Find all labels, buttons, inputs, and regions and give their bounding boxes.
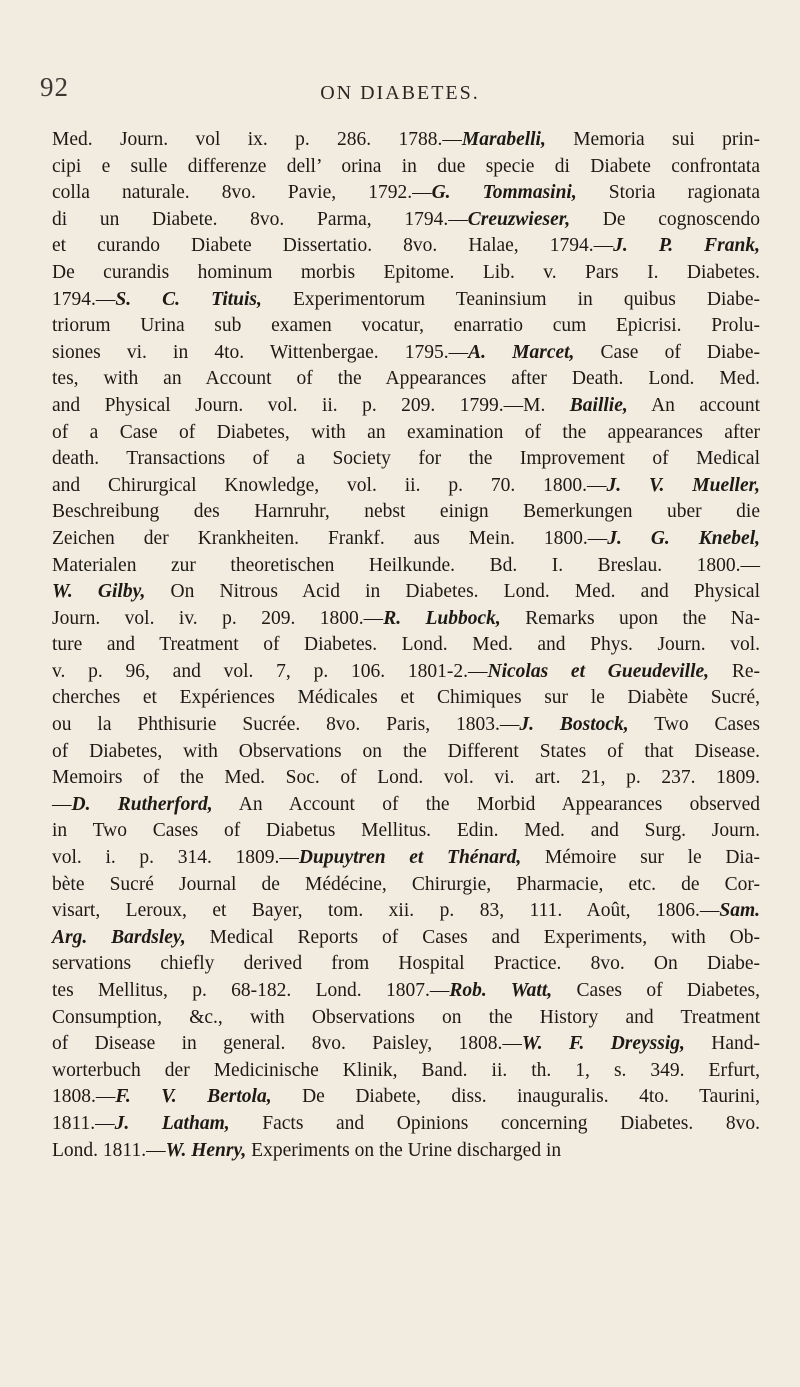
citation-text: An Account of the Morbid Appearances observed [212, 793, 760, 815]
author-name: D. Rutherford, [71, 793, 213, 815]
citation-text: Lond. 1811.— [52, 1139, 166, 1161]
text-line [52, 207, 760, 234]
text-line [52, 313, 760, 340]
citation-text: Journ. vol. iv. p. 209. 1800.— [52, 607, 384, 629]
citation-text: 1808.— [52, 1086, 116, 1108]
text-line [52, 845, 760, 872]
text-line [52, 712, 760, 739]
citation-text: Two Cases [628, 714, 761, 736]
text-line [52, 154, 760, 181]
author-name: Sam. [719, 900, 760, 922]
citation-text: bète Sucré Journal de Médécine, Chirurgie, Pharmacie, etc. de Cor- [52, 873, 760, 895]
text-line [52, 898, 760, 925]
author-name: J. Latham, [114, 1112, 230, 1134]
citation-text: Hand- [684, 1033, 760, 1055]
text-line [52, 978, 760, 1005]
citation-text: Remarks upon the Na- [500, 607, 761, 629]
citation-text: Experimentorum Teaninsium in quibus Diabe- [261, 288, 760, 310]
author-name: Creuzwieser, [467, 208, 571, 230]
text-line [52, 579, 760, 606]
citation-text: Beschreibung des Harnruhr, nebst einign Bemerkungen uber die [52, 501, 760, 523]
text-line [52, 393, 760, 420]
citation-text: De curandis hominum morbis Epitome. Lib. v. Pars I. Diabetes. [52, 261, 760, 283]
citation-text: colla naturale. 8vo. Pavie, 1792.— [52, 182, 432, 204]
citation-text: cherches et Expériences Médicales et Chimiques sur le Diabète Sucré, [52, 687, 760, 709]
citation-text: tes, with an Account of the Appearances after Death. Lond. Med. [52, 368, 760, 390]
citation-text: Mémoire sur le Dia- [521, 847, 760, 869]
text-line [52, 260, 760, 287]
author-name: R. Lubbock, [383, 607, 501, 629]
text-line [52, 499, 760, 526]
author-name: Rob. Watt, [449, 980, 553, 1001]
text-line [52, 340, 760, 367]
author-name: Baillie, [569, 394, 628, 416]
citation-text: and Chirurgical Knowledge, vol. ii. p. 70. 1800.— [52, 474, 607, 496]
citation-text: visart, Leroux, et Bayer, tom. xii. p. 83, 111. Août, 1806.— [52, 900, 720, 922]
citation-text: 1794.— [52, 288, 116, 310]
text-line [52, 180, 760, 207]
text-line [52, 925, 760, 952]
citation-text: ture and Treatment of Diabetes. Lond. Med. and Phys. Journ. vol. [52, 634, 760, 656]
citation-text: Re- [709, 660, 760, 682]
text-line [52, 872, 760, 899]
citation-text: siones vi. in 4to. Wittenbergae. 1795.— [52, 341, 469, 363]
text-line [52, 1084, 760, 1111]
author-name: A. Marcet, [468, 341, 575, 363]
citation-text: Facts and Opinions concerning Diabetes. 8vo. [229, 1112, 761, 1134]
text-line [52, 765, 760, 792]
running-title: ON DIABETES. [320, 82, 480, 104]
author-name: W. Henry, [165, 1139, 247, 1161]
author-name: F. V. Bertola, [115, 1086, 272, 1108]
author-name: Arg. Bardsley, [52, 926, 186, 948]
text-line [52, 553, 760, 580]
text-line [52, 951, 760, 978]
citation-text: of a Case of Diabetes, with an examination of the appearances after [52, 421, 760, 443]
citation-text: in Two Cases of Diabetus Mellitus. Edin. Med. and Surg. Journ. [52, 820, 760, 842]
citation-text: of Disease in general. 8vo. Paisley, 1808.— [52, 1033, 522, 1055]
text-line [52, 1031, 760, 1058]
text-line [52, 792, 760, 819]
page-number: 92 [40, 72, 69, 102]
citation-text: On Nitrous Acid in Diabetes. Lond. Med. and Physical [145, 581, 760, 603]
citation-text: Storia ragionata [576, 182, 760, 204]
text-line [52, 473, 760, 500]
citation-text: cipi e sulle differenze dell’ orina in due specie di Diabete confrontata [52, 155, 760, 177]
citation-text: Zeichen der Krankheiten. Frankf. aus Mein. 1800.— [52, 527, 608, 549]
text-line [52, 685, 760, 712]
text-line [52, 818, 760, 845]
text-line [52, 1111, 760, 1138]
citation-text: Consumption, &c., with Observations on the History and Treatment [52, 1006, 760, 1028]
citation-text: Medical Reports of Cases and Experiments, with Ob- [185, 926, 760, 948]
citation-text: death. Transactions of a Society for the Improvement of Medical [52, 448, 760, 470]
citation-text: De Diabete, diss. inauguralis. 4to. Taurini, [271, 1086, 760, 1108]
author-name: J. G. Knebel, [607, 527, 760, 549]
citation-text: vol. i. p. 314. 1809.— [52, 847, 299, 869]
citation-text: Memoria sui prin- [545, 129, 760, 150]
citation-text: An account [627, 394, 760, 416]
text-line [52, 287, 760, 314]
citation-text: and Physical Journ. vol. ii. p. 209. 1799.—M. [52, 394, 570, 416]
citation-text: v. p. 96, and vol. 7, p. 106. 1801-2.— [52, 660, 488, 682]
author-name: J. Bostock, [519, 714, 629, 736]
author-name: S. C. Tituis, [115, 288, 262, 310]
citation-text: Memoirs of the Med. Soc. of Lond. vol. vi. art. 21, p. 237. 1809. [52, 767, 760, 789]
citation-text: worterbuch der Medicinische Klinik, Band. ii. th. 1, s. 349. Erfurt, [52, 1059, 760, 1081]
text-line [52, 446, 760, 473]
citation-text: tes Mellitus, p. 68-182. Lond. 1807.— [52, 980, 450, 1001]
text-line [52, 366, 760, 393]
author-name: Marabelli, [461, 129, 546, 150]
citation-text: Cases of Diabetes, [552, 980, 760, 1001]
citation-text: Experiments on the Urine discharged in [246, 1139, 562, 1161]
author-name: G. Tommasini, [431, 182, 577, 204]
citation-text: of Diabetes, with Observations on the Different States of that Disease. [52, 740, 760, 762]
author-name: J. P. Frank, [613, 235, 760, 257]
author-name: J. V. Mueller, [606, 474, 760, 496]
author-name: Nicolas et Gueudeville, [487, 660, 710, 682]
author-name: W. F. Dreyssig, [521, 1033, 685, 1055]
text-line [52, 1005, 760, 1032]
text-line [52, 659, 760, 686]
citation-text: di un Diabete. 8vo. Parma, 1794.— [52, 208, 468, 230]
text-line [52, 420, 760, 447]
text-line [52, 739, 760, 766]
author-name: Dupuytren et Thénard, [298, 847, 522, 869]
text-line [52, 632, 760, 659]
text-line [52, 1138, 760, 1165]
citation-text: De cognoscendo [570, 208, 761, 230]
text-line [52, 233, 760, 260]
text-line [52, 127, 760, 154]
citation-text: — [52, 793, 72, 815]
text-line [52, 606, 760, 633]
citation-text: triorum Urina sub examen vocatur, enarratio cum Epicrisi. Prolu- [52, 315, 760, 337]
citation-text: 1811.— [52, 1112, 115, 1134]
bibliography-paragraph [52, 127, 760, 1164]
citation-text: servations chiefly derived from Hospital Practice. 8vo. On Diabe- [52, 953, 760, 975]
citation-text: Med. Journ. vol ix. p. 286. 1788.— [52, 129, 462, 150]
text-line [52, 526, 760, 553]
citation-text: et curando Diabete Dissertatio. 8vo. Halae, 1794.— [52, 235, 614, 257]
citation-text: Materialen zur theoretischen Heilkunde. Bd. I. Breslau. 1800.— [52, 554, 760, 576]
citation-text: Case of Diabe- [574, 341, 760, 363]
author-name: W. Gilby, [52, 581, 146, 603]
text-line [52, 1058, 760, 1085]
citation-text: ou la Phthisurie Sucrée. 8vo. Paris, 1803.— [52, 714, 520, 736]
